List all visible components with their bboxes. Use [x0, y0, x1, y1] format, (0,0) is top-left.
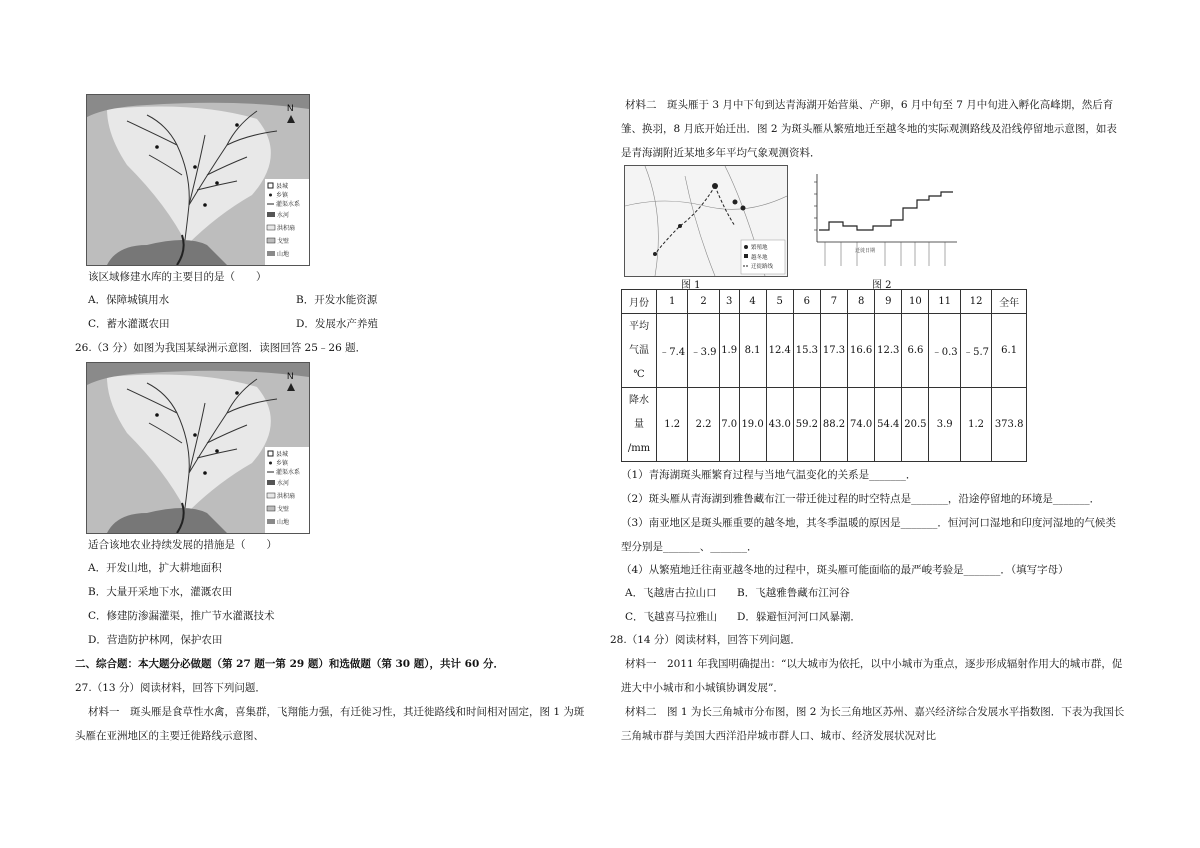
legend-mountain: 山地 — [277, 252, 290, 258]
q27-part-4-option-c: C．飞越喜马拉雅山 — [625, 611, 718, 623]
q26-option-b: B．大量开采地下水，灌溉农田 — [88, 586, 233, 598]
q28-material-2-line-2: 三角城市群与美国大西洋沿岸城市群人口、城市、经济发展状况对比 — [621, 730, 936, 742]
legend-county: 县城 — [276, 184, 289, 190]
table-temp-cell: ﹣5.7 — [960, 314, 991, 388]
table-temp-cell: 8.1 — [739, 314, 766, 388]
q25-option-a: A．保障城镇用水 — [88, 294, 170, 306]
table-precip-cell: 3.9 — [929, 388, 960, 462]
table-temp-cell: 6.6 — [902, 314, 929, 388]
table-month: 7 — [820, 290, 847, 314]
svg-text:N: N — [287, 103, 294, 113]
table-precip-cell: 74.0 — [848, 388, 875, 462]
table-month: 3 — [719, 290, 739, 314]
fig1-legend-route: 迁徙路线 — [751, 264, 774, 270]
q25-option-c: C．蓄水灌溉农田 — [88, 318, 170, 330]
q25-stem: 该区域修建水库的主要目的是（ ） — [88, 271, 267, 283]
table-temp-cell: 6.1 — [992, 314, 1027, 388]
table-precip-cell: 373.8 — [992, 388, 1027, 462]
table-precip-cell: 59.2 — [793, 388, 820, 462]
table-temp-cell: 1.9 — [719, 314, 739, 388]
legend-canal: 灌渠水系 — [276, 470, 301, 476]
table-precip-cell: 19.0 — [739, 388, 766, 462]
oasis-map-2 — [86, 362, 310, 534]
legend-canal: 灌渠水系 — [276, 202, 301, 208]
q28-material-2-line-1: 材料二 图 1 为长三角城市分布图，图 2 为长三角地区苏州、嘉兴经济综合发展水平指数图．下表为我国长 — [625, 706, 1125, 718]
table-month: 8 — [848, 290, 875, 314]
table-temp-cell: 15.3 — [793, 314, 820, 388]
fig1-caption: 图 1 — [681, 280, 701, 291]
q28-material-1-line-2: 进大中小城市和小城镇协调发展”． — [621, 682, 784, 694]
q26-stem: 26.（3 分）如图为我国某绿洲示意图．读图回答 25﹣26 题． — [75, 342, 367, 354]
section-2-heading: 二、综合题：本大题分必做题（第 27 题一第 29 题）和选做题（第 30 题），共计 60 分． — [75, 658, 504, 670]
q27-part-3-line-2: 型分别是_______、_______． — [621, 541, 758, 553]
table-month: 12 — [960, 290, 991, 314]
table-temp-cell: 16.6 — [848, 314, 875, 388]
q27-material-2-line-2: 雏、换羽，8 月底开始迁出．图 2 为斑头雁从繁殖地迁至越冬地的实际观测路线及沿线停留地示意图，如表 — [621, 123, 1117, 135]
climate-table — [621, 289, 1027, 462]
q27-part-4-option-d: D．躲避恒河河口风暴潮． — [737, 611, 861, 623]
legend-mountain: 山地 — [277, 520, 290, 526]
table-temp-label: 平均 气温 ℃ — [622, 314, 657, 388]
table-header-month: 月份 — [622, 290, 657, 314]
legend-fan: 洪积扇 — [277, 494, 296, 500]
migration-altitude-chart — [795, 170, 963, 276]
table-precip-cell: 1.2 — [657, 388, 688, 462]
legend-county: 县城 — [276, 452, 289, 458]
q25-option-b: B．开发水能资源 — [296, 294, 378, 306]
table-temp-cell: 17.3 — [820, 314, 847, 388]
table-temp-cell: ﹣7.4 — [657, 314, 688, 388]
table-month: 6 — [793, 290, 820, 314]
table-precip-label: 降水 量 /mm — [622, 388, 657, 462]
q25-option-d: D．发展水产养殖 — [296, 318, 378, 330]
svg-text:N: N — [287, 371, 294, 381]
legend-gobi: 戈壁 — [277, 507, 290, 513]
q27-material-1-line-1: 材料一 斑头雁是食草性水禽，喜集群，飞翔能力强，有迁徙习性，其迁徙路线和时间相对固定，图 1 为斑 — [88, 706, 585, 718]
table-month: 9 — [875, 290, 902, 314]
oasis-map-1 — [86, 94, 310, 266]
fig1-legend-wintering: 越冬地 — [751, 255, 768, 261]
table-month: 5 — [766, 290, 793, 314]
table-month: 10 — [902, 290, 929, 314]
q28-stem: 28.（14 分）阅读材料，回答下列问题． — [610, 634, 801, 646]
migration-route-map — [624, 165, 788, 277]
table-month: 全年 — [992, 290, 1027, 314]
table-temp-cell: ﹣0.3 — [929, 314, 960, 388]
q27-material-2-line-1: 材料二 斑头雁于 3 月中下旬到达青海湖开始营巢、产卵，6 月中旬至 7 月中旬进入孵化高峰期，然后育 — [625, 99, 1114, 111]
q27-part-2: （2）斑头雁从青海湖到雅鲁藏布江一带迁徙过程的时空特点是_______，沿途停留地的环境是_______． — [621, 493, 1101, 505]
table-precip-cell: 43.0 — [766, 388, 793, 462]
table-temp-cell: ﹣3.9 — [688, 314, 719, 388]
q27-part-4-option-a: A．飞越唐古拉山口 — [625, 587, 717, 599]
q26-option-d: D．营造防护林网，保护农田 — [88, 634, 223, 646]
legend-gobi: 戈壁 — [277, 239, 290, 245]
q28-material-1-line-1: 材料一 2011 年我国明确提出：“以大城市为依托，以中小城市为重点，逐步形成辐射作用大的城市群，促 — [625, 658, 1123, 670]
q26-question: 适合该地农业持续发展的措施是（ ） — [88, 539, 277, 551]
legend-river: 水河 — [277, 213, 290, 219]
table-precip-cell: 2.2 — [688, 388, 719, 462]
table-temp-cell: 12.4 — [766, 314, 793, 388]
fig2-x-axis-label: 迁徙日期 — [855, 248, 876, 254]
table-month: 1 — [657, 290, 688, 314]
q26-option-c: C．修建防渗漏灌渠，推广节水灌溉技术 — [88, 610, 275, 622]
q26-option-a: A．开发山地，扩大耕地面积 — [88, 562, 222, 574]
table-month: 2 — [688, 290, 719, 314]
table-precip-cell: 7.0 — [719, 388, 739, 462]
legend-river: 水河 — [277, 481, 290, 487]
table-month: 11 — [929, 290, 960, 314]
fig1-legend-breeding: 繁殖地 — [751, 245, 768, 251]
q27-part-4-option-b: B．飞越雅鲁藏布江河谷 — [737, 587, 850, 599]
q27-part-1: （1）青海湖斑头雁繁育过程与当地气温变化的关系是_______． — [621, 469, 917, 481]
q27-material-1-line-2: 头雁在亚洲地区的主要迁徙路线示意图、 — [75, 730, 264, 742]
q27-part-4: （4）从繁殖地迁往南亚越冬地的过程中，斑头雁可能面临的最严峻考验是_______．（填写字母） — [621, 564, 1069, 576]
table-precip-cell: 54.4 — [875, 388, 902, 462]
table-month: 4 — [739, 290, 766, 314]
q27-stem: 27.（13 分）阅读材料，回答下列问题． — [75, 682, 266, 694]
q27-material-2-line-3: 是青海湖附近某地多年平均气象观测资料． — [621, 147, 821, 159]
legend-town: 乡镇 — [276, 193, 289, 199]
table-temp-cell: 12.3 — [875, 314, 902, 388]
table-precip-cell: 20.5 — [902, 388, 929, 462]
table-precip-cell: 1.2 — [960, 388, 991, 462]
table-precip-cell: 88.2 — [820, 388, 847, 462]
q27-part-3-line-1: （3）南亚地区是斑头雁重要的越冬地，其冬季温暖的原因是_______．恒河河口湿地和印度河湿地的气候类 — [621, 517, 1116, 529]
fig2-caption: 图 2 — [872, 280, 892, 291]
legend-fan: 洪积扇 — [277, 226, 296, 232]
legend-town: 乡镇 — [276, 461, 289, 467]
